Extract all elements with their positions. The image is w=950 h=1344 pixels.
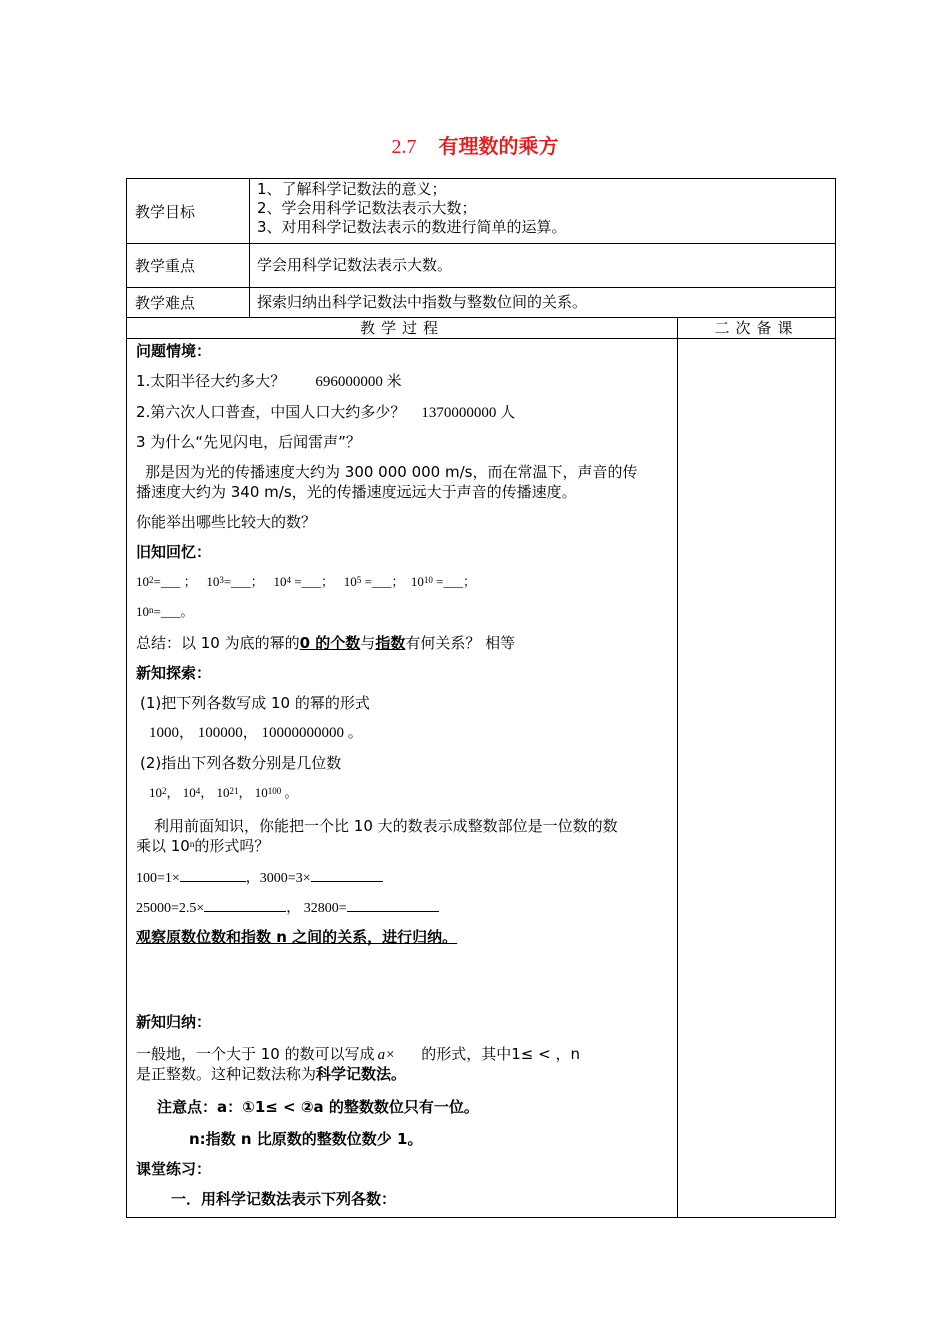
power-sep: ，	[200, 785, 214, 800]
key-row	[127, 244, 836, 288]
process-content	[127, 339, 677, 1217]
power-exp: 2	[162, 786, 167, 796]
goal-item: 1、了解科学记数法的意义；	[257, 180, 447, 198]
power-exp: 4	[195, 786, 201, 796]
key-content: 学会用科学记数法表示大数。	[250, 244, 836, 288]
power-base: 10	[136, 574, 149, 589]
summary-pre: 总结：以 10 为底的幂的	[136, 634, 300, 652]
section-induce: 新知归纳：	[136, 1013, 212, 1031]
question-3: 3 为什么“先见闪电，后闻雷声”？	[136, 433, 361, 451]
q1-value: 696000000 米	[315, 374, 402, 390]
answer-blank[interactable]	[311, 867, 383, 882]
answer-blank[interactable]	[204, 897, 286, 912]
second-prep-cell[interactable]	[678, 339, 836, 1218]
power-exp: 10	[423, 575, 433, 585]
power-exp: 21	[229, 786, 239, 796]
hard-row	[127, 288, 836, 318]
power-base: 10	[410, 574, 424, 589]
general-line-1	[136, 1044, 580, 1065]
q1-text: 1.太阳半径大约多大？	[136, 372, 286, 390]
power-tail: =___；	[361, 574, 405, 589]
equation-row-1	[136, 867, 383, 889]
second-prep-header: 二次备课	[678, 318, 836, 339]
power-exp: 100	[267, 786, 282, 796]
summary-mid: 与	[360, 634, 376, 652]
key-label: 教学重点	[127, 244, 250, 288]
goal-item: 2、学会用科学记数法表示大数；	[257, 199, 477, 217]
gen-b: 的形式，其中1≤ < ，n	[421, 1045, 580, 1063]
explore-1: (1)把下列各数写成 10 的幂的形式	[140, 694, 370, 712]
power-base: 10	[206, 574, 220, 589]
e3b-text: 乘以 10	[136, 837, 190, 855]
gen-d: 科学记数法。	[316, 1065, 407, 1083]
exp-n: n	[189, 839, 195, 849]
power-tail: =___ ；	[153, 574, 197, 589]
eq4: ， 32800=	[286, 901, 347, 916]
para-1a: 那是因为光的传播速度大约为 300 000 000 m/s，而在常温下，声音的传	[145, 463, 638, 481]
explore-2: (2)指出下列各数分别是几位数	[140, 754, 342, 772]
goal-label: 教学目标	[127, 179, 250, 244]
process-row	[127, 339, 836, 1218]
power-exp: n	[149, 605, 154, 615]
section-review: 旧知回忆：	[136, 543, 212, 561]
power-sep: 。	[281, 785, 298, 800]
power-tail: =___；	[290, 574, 335, 589]
power-base: 10	[136, 604, 149, 619]
e3c-text: 的形式吗？	[194, 837, 270, 855]
page-title	[0, 130, 950, 159]
ask-text: 你能举出哪些比较大的数？	[136, 513, 317, 531]
section-explore: 新知探索：	[136, 664, 212, 682]
review-powers	[136, 572, 476, 592]
section-practice: 课堂练习：	[136, 1160, 212, 1178]
power-sep: ，	[166, 785, 180, 800]
title-number: 2.7	[391, 136, 417, 158]
hard-label: 教学难点	[127, 288, 250, 318]
summary-post: 有何关系？ 相等	[405, 634, 516, 652]
power-item	[136, 574, 197, 589]
summary-line	[136, 633, 515, 653]
eq3: 25000=2.5×	[136, 901, 205, 916]
power-item	[273, 574, 334, 589]
question-2	[136, 402, 515, 423]
title-text: 有理数的乘方	[438, 134, 559, 158]
review-power-n	[136, 602, 193, 622]
explore-1-numbers: 1000， 100000， 10000000000 。	[149, 725, 363, 741]
goal-content	[250, 179, 836, 244]
power-exp: 4	[286, 575, 291, 585]
eq1: 100=1×	[136, 871, 180, 886]
process-cell	[127, 339, 678, 1218]
power-base: 10	[149, 785, 162, 800]
hard-content: 探索归纳出科学记数法中指数与整数位间的关系。	[250, 288, 836, 318]
explore-3a: 利用前面知识，你能把一个比 10 大的数表示成整数部位是一位数的数	[154, 817, 618, 835]
a-times: a×	[377, 1047, 396, 1063]
explore-2-powers	[149, 783, 298, 803]
note-2: n:指数 n 比原数的整数位数少 1。	[189, 1130, 423, 1148]
power-base: 10	[182, 785, 196, 800]
para-1b: 播速度大约为 340 m/s，光的传播速度远远大于声音的传播速度。	[136, 483, 577, 501]
power-sep: ，	[238, 785, 252, 800]
practice-1: 一．用科学记数法表示下列各数：	[171, 1190, 397, 1208]
power-tail: =___；	[223, 574, 264, 589]
general-line-2	[136, 1064, 406, 1084]
question-1	[136, 371, 402, 392]
power-tail: =___。	[153, 604, 194, 619]
power-item	[344, 574, 405, 589]
summary-exponent: 指数	[375, 634, 406, 652]
equation-row-2	[136, 897, 439, 919]
power-base: 10	[254, 785, 268, 800]
section-problem: 问题情境：	[136, 342, 212, 360]
answer-blank[interactable]	[347, 897, 439, 912]
lesson-table	[126, 178, 836, 1218]
answer-blank[interactable]	[180, 867, 246, 882]
power-exp: 3	[219, 575, 224, 585]
eq2: ，3000=3×	[245, 871, 311, 886]
power-exp: 5	[356, 575, 362, 585]
power-item	[206, 574, 263, 589]
gen-c: 是正整数。这种记数法称为	[136, 1065, 317, 1083]
summary-zero-count: 0 的个数	[299, 634, 361, 652]
q2-text: 2.第六次人口普查，中国人口大约多少？	[136, 403, 406, 421]
power-tail: =___；	[432, 574, 476, 589]
process-header: 教学过程	[127, 318, 678, 339]
note-1: 注意点：a：①1≤ < ②a 的整数数位只有一位。	[157, 1098, 479, 1116]
power-base: 10	[216, 785, 230, 800]
power-base: 10	[273, 574, 287, 589]
explore-3b	[136, 836, 269, 856]
goal-item: 3、对用科学记数法表示的数进行简单的运算。	[257, 218, 567, 236]
power-base: 10	[343, 574, 357, 589]
goal-row	[127, 179, 836, 244]
power-exp: 2	[149, 575, 154, 585]
observe-text: 观察原数位数和指数 n 之间的关系，进行归纳。	[136, 928, 458, 946]
power-item	[411, 574, 476, 589]
q2-value: 1370000000 人	[421, 405, 516, 421]
gen-a: 一般地，一个大于 10 的数可以写成	[136, 1045, 375, 1063]
header-row	[127, 318, 836, 339]
